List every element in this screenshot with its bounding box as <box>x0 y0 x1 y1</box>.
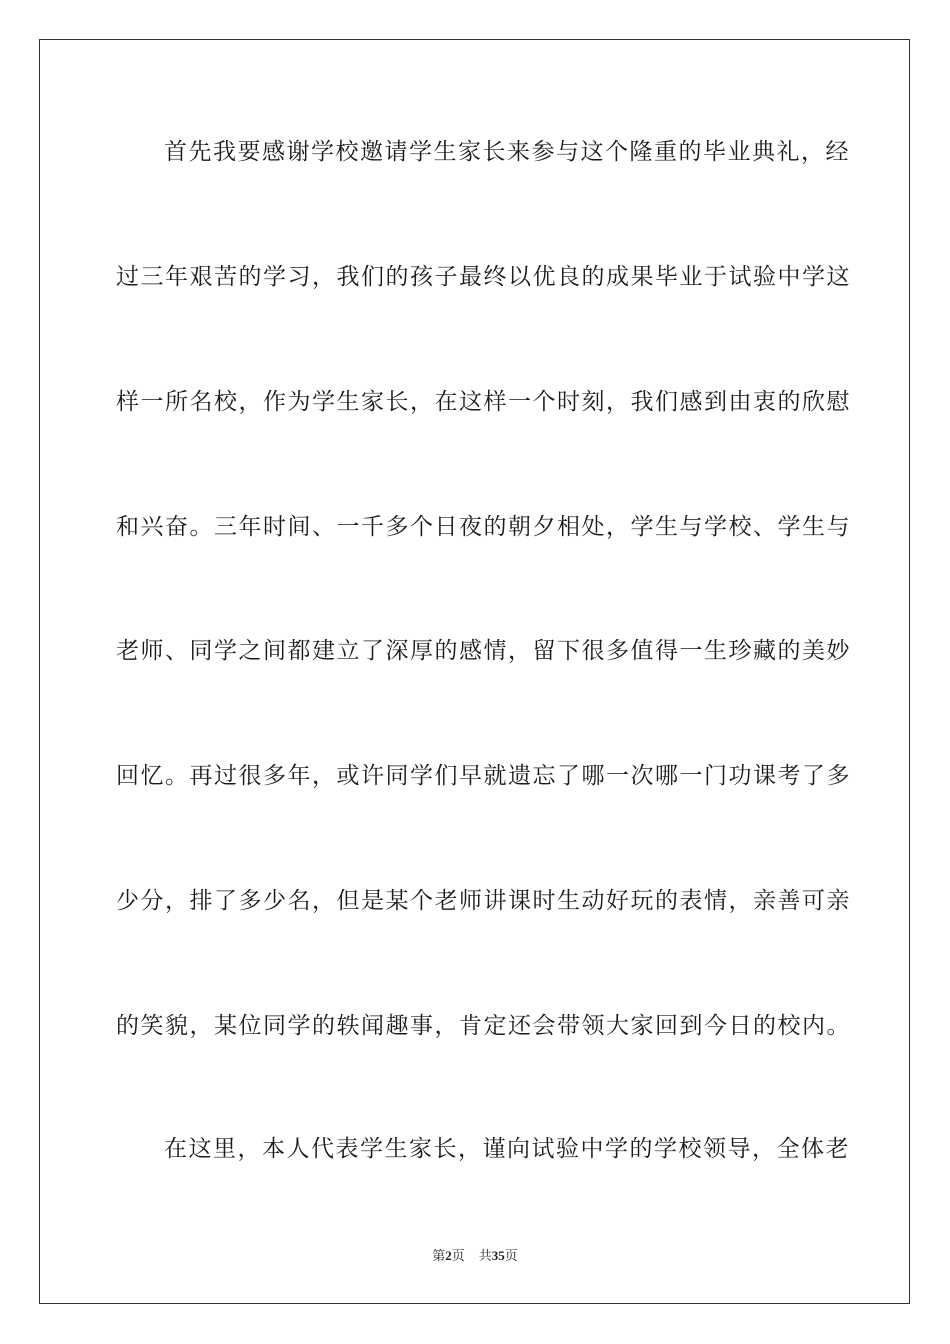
paragraph-line: 的笑貌，某位同学的轶闻趣事，肯定还会带领大家回到今日的校内。 <box>116 1013 851 1039</box>
paragraph-line: 和兴奋。三年时间、一千多个日夜的朝夕相处，学生与学校、学生与 <box>116 514 851 540</box>
page-number-prefix: 第 <box>432 1249 446 1264</box>
page-number-suffix: 页 <box>451 1249 465 1264</box>
paragraph-line: 在这里，本人代表学生家长，谨向试验中学的学校领导，全体老 <box>164 1136 850 1162</box>
paragraph-line: 老师、同学之间都建立了深厚的感情，留下很多值得一生珍藏的美妙 <box>116 638 851 664</box>
paragraph-line: 少分，排了多少名，但是某个老师讲课时生动好玩的表情，亲善可亲 <box>116 888 851 914</box>
paragraph-line: 样一所名校，作为学生家长，在这样一个时刻，我们感到由衷的欣慰 <box>116 389 851 415</box>
total-pages-prefix: 共 <box>478 1249 492 1264</box>
current-page-number: 2 <box>445 1248 452 1263</box>
paragraph-line: 过三年艰苦的学习，我们的孩子最终以优良的成果毕业于试验中学这 <box>116 264 851 290</box>
total-page-count: 35 <box>491 1248 505 1263</box>
page-border <box>39 39 910 1304</box>
page-footer <box>0 1248 950 1265</box>
paragraph-line: 回忆。再过很多年，或许同学们早就遗忘了哪一次哪一门功课考了多 <box>116 763 851 789</box>
paragraph-line: 首先我要感谢学校邀请学生家长来参与这个隆重的毕业典礼，经 <box>164 139 850 165</box>
total-pages-suffix: 页 <box>504 1249 518 1264</box>
